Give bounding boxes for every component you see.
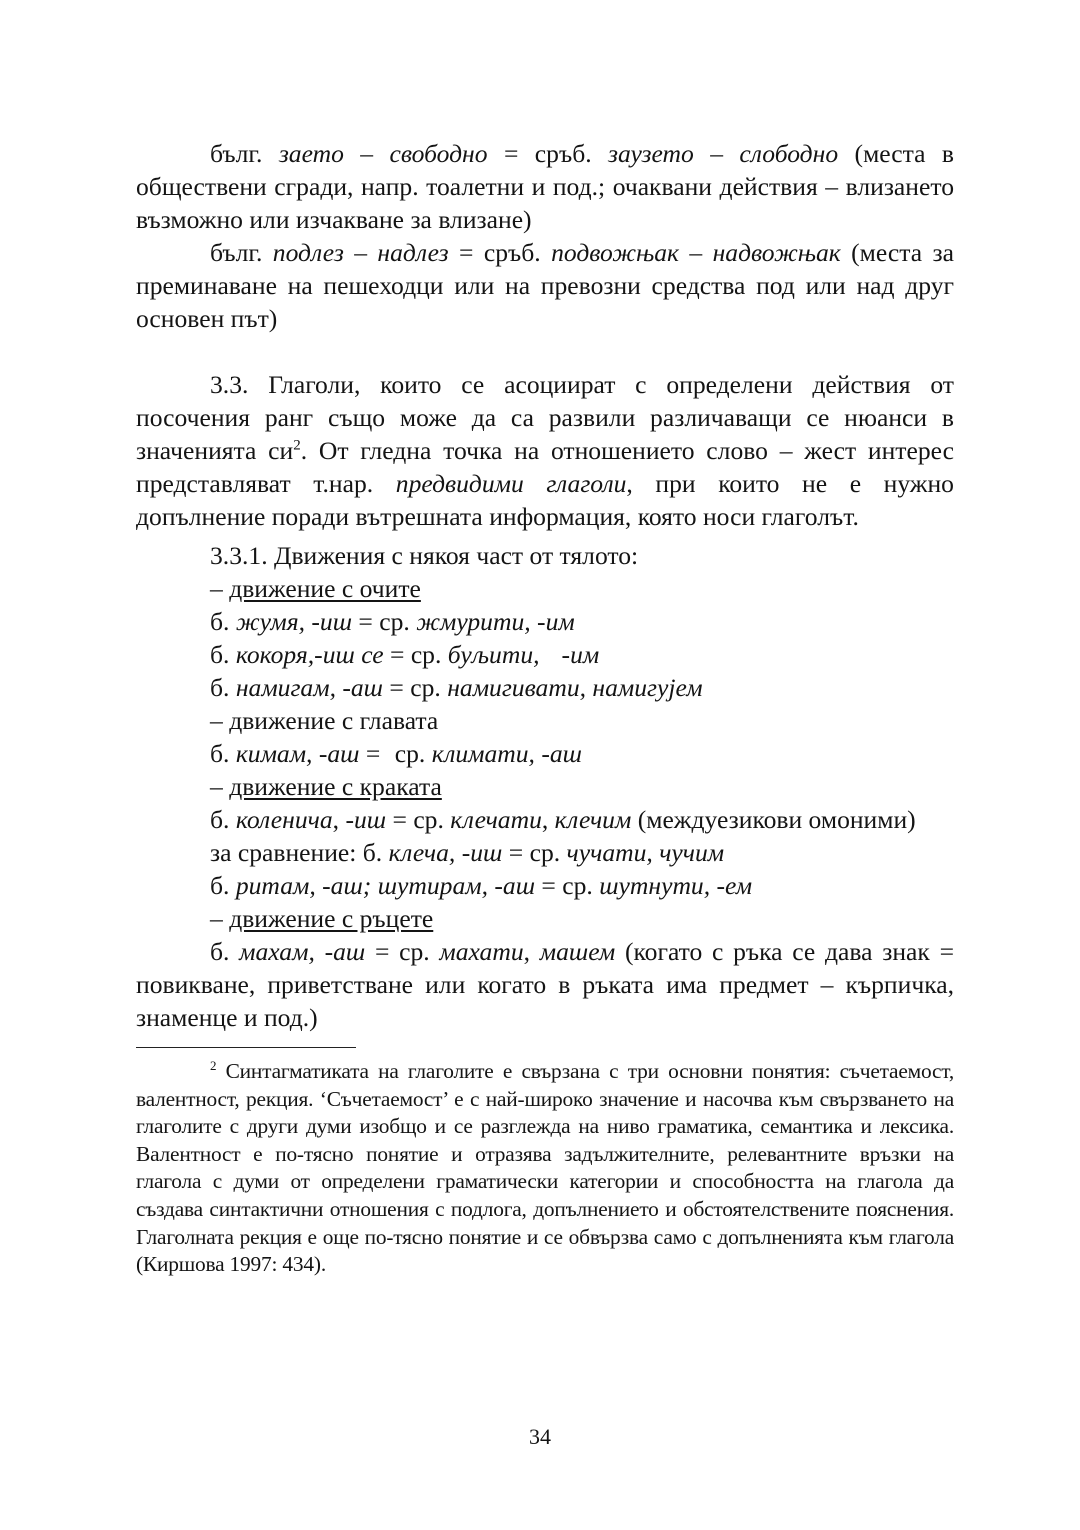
text: бълг. <box>210 238 273 267</box>
bulgarian-term: коленича <box>235 805 333 834</box>
list-item <box>136 836 954 869</box>
paragraph-section-3-3 <box>136 368 954 533</box>
list-item <box>136 737 954 770</box>
serbian-term: подвожњак – надвожњак <box>551 238 841 267</box>
bulgarian-term: кокоря,-иш се <box>235 640 384 669</box>
category-label: движение с ръцете <box>229 904 434 933</box>
dash: – <box>210 904 230 933</box>
text: , <box>523 937 540 966</box>
bulgarian-term: -иш <box>345 805 387 834</box>
dash: – <box>210 772 230 801</box>
text: (междуезикови омоними) <box>631 805 916 834</box>
list-item <box>136 869 954 902</box>
text: = ср. <box>535 871 600 900</box>
text: б. <box>210 739 236 768</box>
footnote-text: Синтагматиката на глаголите е свързана с три основни понятия: съчетаемост, валентност, рекция. ‘Съчетаемост’ е с най-широко значение и насочва към свързването на глаголите с други думи изобщо и се разглежда на ниво граматика, семантика и лексика. Валентност е по-тясно понятие и отразява задължителните, релевантните връзки на глагола с думи от определени граматически категории и способността на глагола да създава синтактични отношения с подлога, допълнението и обстоятелствените пояснения. Глаголната рекция е още по-тясно понятие и се обвързва само с допълненията към глагола (Киршова 1997: 434). <box>136 1059 954 1277</box>
serbian-term: -им <box>561 640 600 669</box>
text: б. <box>210 937 240 966</box>
serbian-term: намигивати, намигујем <box>447 673 703 702</box>
bulgarian-term: махам, -аш <box>239 937 366 966</box>
text: = ср. <box>383 673 448 702</box>
text: = сръб. <box>448 238 552 267</box>
page-number: 34 <box>529 1424 551 1449</box>
text: (места за преминаване на пешеходци или на превозни средства под или над друг основен път) <box>136 238 954 333</box>
text: = сръб. <box>487 139 609 168</box>
text: = ср. <box>365 937 440 966</box>
footnote-2 <box>136 1058 954 1279</box>
page-body <box>136 137 954 1279</box>
emphasized-term: предвидими глаголи <box>395 469 627 498</box>
bulgarian-term: жумя, -иш <box>235 607 353 636</box>
text: = ср. <box>352 607 417 636</box>
serbian-term: клечим <box>554 805 632 834</box>
bulgarian-term: заето – свободно <box>278 139 488 168</box>
bulgarian-term: подлез – надлез <box>272 238 449 267</box>
text: . От гледна точка на отношението слово – жест интерес представляват т.нар. <box>136 436 954 498</box>
text: = <box>359 739 387 768</box>
category-hands <box>136 902 954 935</box>
text: = ср. <box>502 838 567 867</box>
text: б. <box>210 607 236 636</box>
serbian-term: клечати <box>450 805 542 834</box>
serbian-term: климати, -аш <box>431 739 582 768</box>
text: , <box>541 805 555 834</box>
footnote-mark: 2 <box>210 1057 217 1073</box>
text: б. <box>210 805 236 834</box>
text: 3.3. Глаголи, които се асоциират с определени действия от посочения ранг също може да са развили различаващи се нюанси в значенията си <box>136 370 954 465</box>
category-head: – движение с главата <box>210 706 439 735</box>
text: б. <box>210 871 236 900</box>
category-legs <box>136 770 954 803</box>
serbian-term: чучати, чучим <box>566 838 725 867</box>
bulgarian-term: намигам, -аш <box>235 673 384 702</box>
text: (места в обществени сгради, напр. тоалетни и под.; очаквани действия – влизането възможно или изчакване за влизане) <box>136 139 954 234</box>
text: , <box>332 805 346 834</box>
serbian-term: буљити, <box>447 640 540 669</box>
category-label: движение с краката <box>229 772 442 801</box>
bulgarian-term: клеча, -иш <box>388 838 503 867</box>
text: за сравнение: б. <box>210 838 389 867</box>
dash: – <box>210 574 230 603</box>
bulgarian-term: кимам, -аш <box>235 739 360 768</box>
list-item-homonyms <box>136 803 954 836</box>
footnote-divider <box>136 1047 356 1048</box>
text: ср. <box>394 739 432 768</box>
category-label: движение с очите <box>229 574 421 603</box>
text: , при които не е нужно допълнение поради вътрешната информация, която носи глаголът. <box>136 469 954 531</box>
text: = ср. <box>383 640 448 669</box>
list-item <box>136 671 954 704</box>
text: = ср. <box>386 805 451 834</box>
paragraph-underpass-overpass <box>136 236 954 335</box>
serbian-term: машем <box>539 937 616 966</box>
list-item <box>136 605 954 638</box>
serbian-term: жмурити, -им <box>416 607 575 636</box>
text: б. <box>210 673 236 702</box>
text: б. <box>210 640 236 669</box>
serbian-term: шутнути, -ем <box>599 871 753 900</box>
section-heading-3-3-1: 3.3.1. Движения с някоя част от тялото: <box>210 541 639 570</box>
list-item-waving <box>136 935 954 1034</box>
text: бълг. <box>210 139 279 168</box>
list-item <box>136 638 954 671</box>
paragraph-occupied-free <box>136 137 954 236</box>
serbian-term: заузето – слободно <box>608 139 839 168</box>
text: (когато с ръка се дава знак = повикване, приветстване или когато в ръката има предмет – кърпичка, знаменце и под.) <box>136 937 954 1032</box>
footnote-reference[interactable]: 2 <box>293 437 301 454</box>
bulgarian-term: ритам, -аш; шутирам, -аш <box>235 871 536 900</box>
serbian-term: махати <box>439 937 524 966</box>
category-eyes <box>136 572 954 605</box>
